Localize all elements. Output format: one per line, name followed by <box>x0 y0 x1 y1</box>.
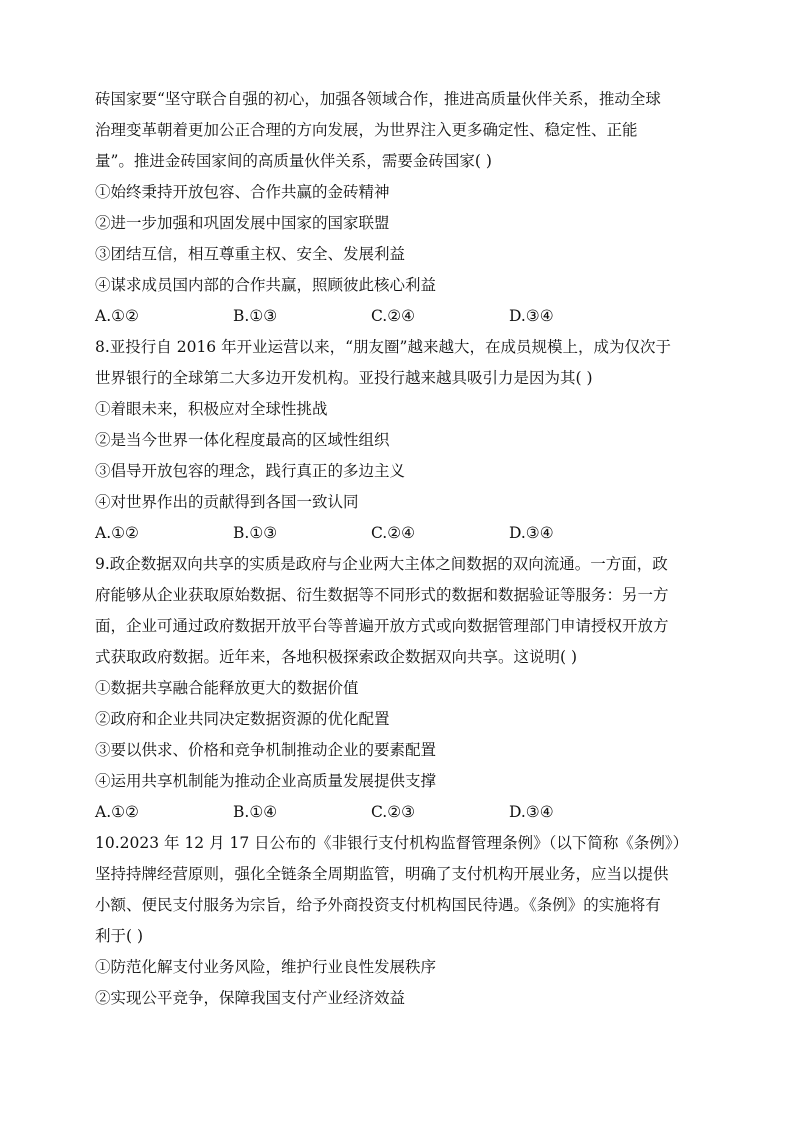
question-10-stem-line-2: 坚持持牌经营原则，强化全链条全周期监管，明确了支付机构开展业务，应当以提供 <box>95 865 669 883</box>
question-8-statement-1: ①着眼未来，积极应对全球性挑战 <box>95 400 328 418</box>
question-7-statement-3: ③团结互信，相互尊重主权、安全、发展利益 <box>95 245 406 263</box>
question-10-stem-line-3: 小额、便民支付服务为宗旨，给予外商投资支付机构国民待遇。《条例》的实施将有 <box>95 896 661 914</box>
question-7-statement-4: ④谋求成员国内部的合作共赢，照顾彼此核心利益 <box>95 276 437 294</box>
question-8-option-b: B.①③ <box>233 524 278 542</box>
question-9-statement-4: ④运用共享机制能为推动企业高质量发展提供支撑 <box>95 772 437 790</box>
question-9-stem-line-2: 府能够从企业获取原始数据、衍生数据等不同形式的数据和数据验证等服务：另一方 <box>95 586 669 604</box>
question-9-statement-3: ③要以供求、价格和竞争机制推动企业的要素配置 <box>95 741 437 759</box>
question-7-option-a: A.①② <box>95 307 139 325</box>
question-7-statement-1: ①始终秉持开放包容、合作共赢的金砖精神 <box>95 183 390 201</box>
question-7-stem-line-1: 砖国家要“坚守联合自强的初心，加强各领域合作，推进高质量伙伴关系，推动全球 <box>95 90 661 108</box>
question-9-stem-line-1: 9.政企数据双向共享的实质是政府与企业两大主体之间数据的双向流通。一方面，政 <box>95 555 668 573</box>
question-8-options <box>95 518 698 549</box>
question-10-statement-1: ①防范化解支付业务风险，维护行业良性发展秩序 <box>95 958 437 976</box>
question-7-option-d: D.③④ <box>509 307 554 325</box>
question-8-statement-3: ③倡导开放包容的理念，践行真正的多边主义 <box>95 462 406 480</box>
question-7-option-c: C.②④ <box>371 307 416 325</box>
question-10-stem-line-4: 利于( ) <box>95 927 144 945</box>
question-7-statement-2: ②进一步加强和巩固发展中国家的国家联盟 <box>95 214 390 232</box>
question-8-statement-2: ②是当今世界一体化程度最高的区域性组织 <box>95 431 390 449</box>
question-7-stem-line-2: 治理变革朝着更加公正合理的方向发展，为世界注入更多确定性、稳定性、正能 <box>95 121 638 139</box>
question-9-stem-line-4: 式获取政府数据。近年来，各地积极探索政企数据双向共享。这说明( ) <box>95 648 578 666</box>
question-9-options <box>95 797 698 828</box>
question-7-stem-line-3: 量”。推进金砖国家间的高质量伙伴关系，需要金砖国家( ) <box>95 152 492 170</box>
question-9-stem-line-3: 面，企业可通过政府数据开放平台等普遍开放方式或向数据管理部门申请授权开放方 <box>95 617 669 635</box>
question-7 <box>95 84 698 332</box>
question-8-option-c: C.②④ <box>371 524 416 542</box>
question-9-statement-2: ②政府和企业共同决定数据资源的优化配置 <box>95 710 390 728</box>
question-8-stem-line-1: 8.亚投行自 2016 年开业运营以来，“朋友圈”越来越大，在成员规模上，成为仅次于 <box>95 338 671 356</box>
question-7-options <box>95 301 698 332</box>
question-9-option-b: B.①④ <box>233 803 278 821</box>
question-9-option-d: D.③④ <box>509 803 554 821</box>
question-10-stem-line-1: 10.2023 年 12 月 17 日公布的《非银行支付机构监督管理条例》（以下简称《条例》） <box>95 834 689 852</box>
question-9-option-a: A.①② <box>95 803 139 821</box>
question-8-stem-line-2: 世界银行的全球第二大多边开发机构。亚投行越来越具吸引力是因为其( ) <box>95 369 593 387</box>
question-9-option-c: C.②③ <box>371 803 416 821</box>
question-8-option-a: A.①② <box>95 524 139 542</box>
question-9-statement-1: ①数据共享融合能释放更大的数据价值 <box>95 679 359 697</box>
question-8 <box>95 332 698 549</box>
question-10 <box>95 828 698 1014</box>
question-10-statement-2: ②实现公平竞争，保障我国支付产业经济效益 <box>95 989 406 1007</box>
question-7-option-b: B.①③ <box>233 307 278 325</box>
question-8-option-d: D.③④ <box>509 524 554 542</box>
question-8-statement-4: ④对世界作出的贡献得到各国一致认同 <box>95 493 359 511</box>
question-9 <box>95 549 698 828</box>
